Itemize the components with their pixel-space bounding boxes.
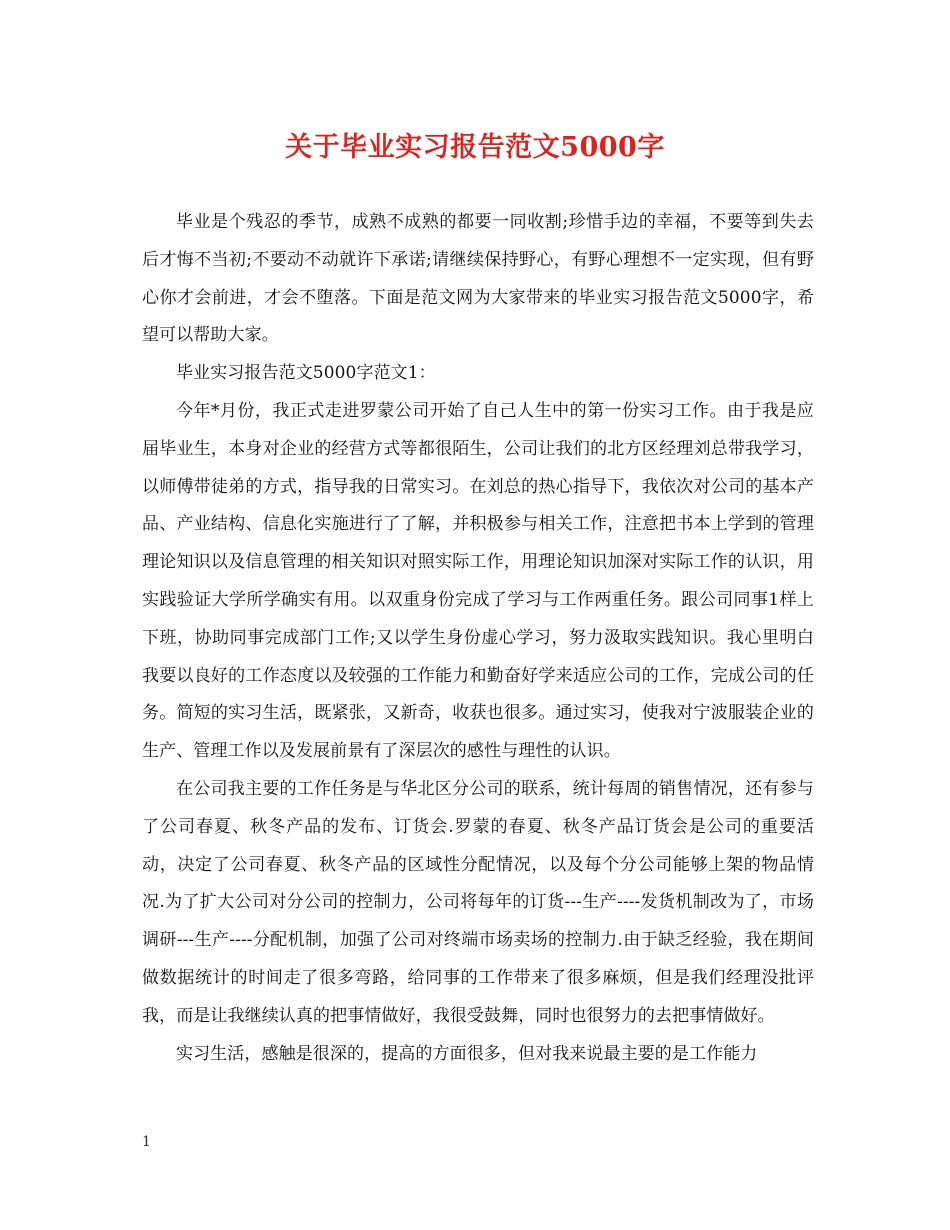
- page-number: 1: [142, 1134, 151, 1150]
- document-title: 关于毕业实习报告范文5000字: [285, 132, 665, 163]
- document-body: [142, 204, 814, 1073]
- paragraph-section-heading: 毕业实习报告范文5000字范文1：: [176, 363, 436, 384]
- paragraph-internship-start: 今年*月份，我正式走进罗蒙公司开始了自己人生中的第一份实习工作。由于我是应届毕业生，本身对企业的经营方式等都很陌生，公司让我们的北方区经理刘总带我学习，以师傅带徒弟的方式，指导我的日常实习。在刘总的热心指导下，我依次对公司的基本产品、产业结构、信息化实施进行了了解，并积极参与相关工作，注意把书本上学到的管理理论知识以及信息管理的相关知识对照实际工作，用理论知识加深对实际工作的认识，用实践验证大学所学确实有用。以双重身份完成了学习与工作两重任务。跟公司同事1样上下班，协助同事完成部门工作;又以学生身份虚心学习，努力汲取实践知识。我心里明白我要以良好的工作态度以及较强的工作能力和勤奋好学来适应公司的工作，完成公司的任务。简短的实习生活，既紧张，又新奇，收获也很多。通过实习，使我对宁波服装企业的生产、管理工作以及发展前景有了深层次的感性与理性的认识。: [142, 400, 814, 762]
- paragraph-reflection: 实习生活，感触是很深的，提高的方面很多，但对我来说最主要的是工作能力: [176, 1043, 758, 1064]
- paragraph-intro: 毕业是个残忍的季节，成熟不成熟的都要一同收割;珍惜手边的幸福，不要等到失去后才悔不当初;不要动不动就许下承诺;请继续保持野心，有野心理想不一定实现，但有野心你才会前进，才会不堕落。下面是范文网为大家带来的毕业实习报告范文5000字，希望可以帮助大家。: [142, 212, 814, 346]
- paragraph-work-tasks: 在公司我主要的工作任务是与华北区分公司的联系，统计每周的销售情况，还有参与了公司春夏、秋冬产品的发布、订货会.罗蒙的春夏、秋冬产品订货会是公司的重要活动，决定了公司春夏、秋冬产品的区域性分配情况，以及每个分公司能够上架的物品情况.为了扩大公司对分公司的控制力，公司将每年的订货---生产----发货机制改为了，市场调研---生产----分配机制，加强了公司对终端市场卖场的控制力.由于缺乏经验，我在期间做数据统计的时间走了很多弯路，给同事的工作带来了很多麻烦，但是我们经理没批评我，而是让我继续认真的把事情做好，我很受鼓舞，同时也很努力的去把事情做好。: [142, 778, 814, 1026]
